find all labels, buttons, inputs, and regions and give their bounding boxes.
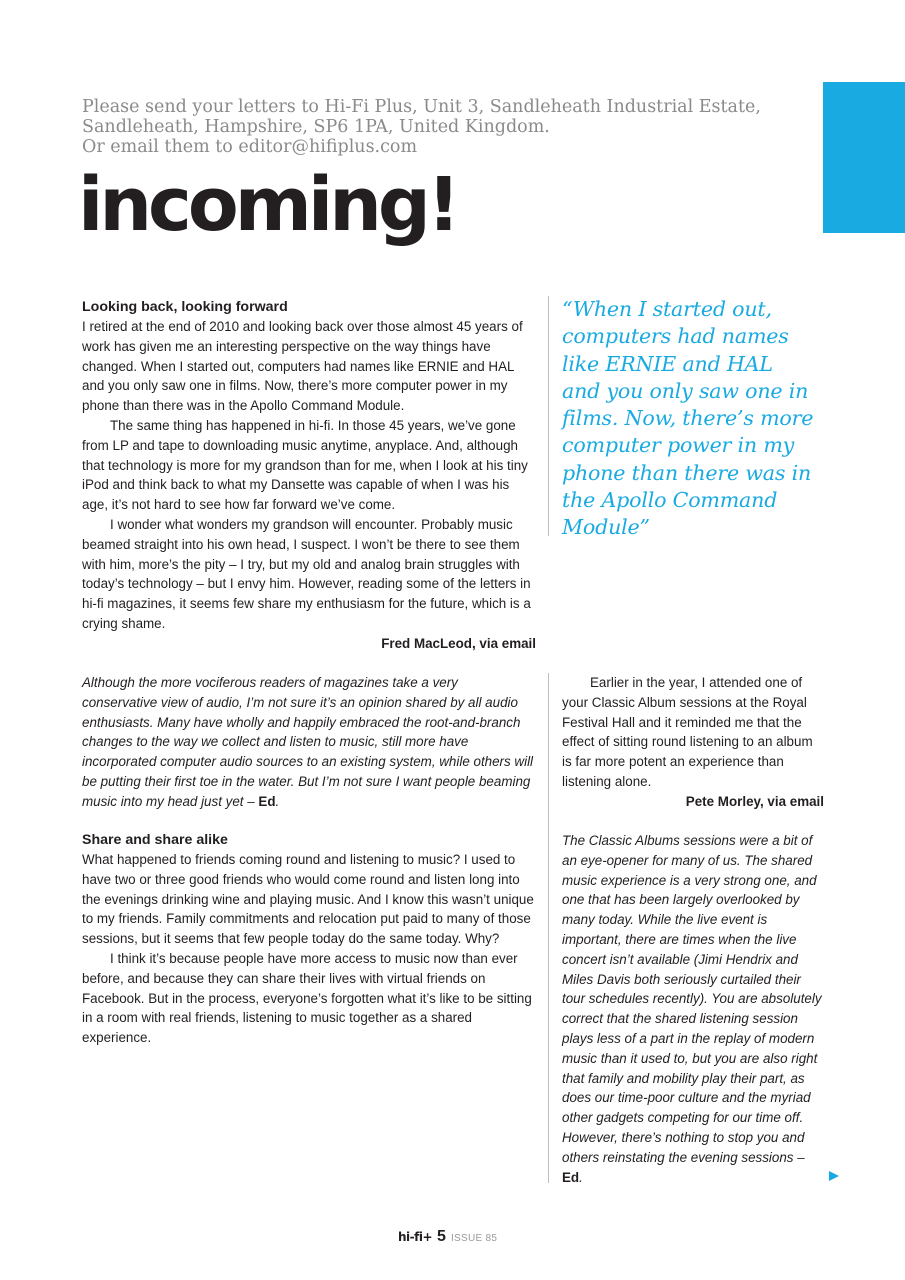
letter-paragraph: What happened to friends coming round and listening to music? I used to have two or three good friends who would come round and listen long into the evenings drinking wine and playing music. And I know this wasn’t unique to my friends. Family commitments and relocation put paid to many of those sessions, but it seems that few people today do the same today. Why? xyxy=(82,852,534,947)
letter-paragraph: I wonder what wonders my grandson will encounter. Probably music beamed straight into his own head, I suspect. I won’t be there to see them with him, more’s the pity – I try, but my old and analog brain struggles with today’s technology – but I envy him. However, reading some of the letters in hi-fi magazines, it seems few share my enthusiasm for the future, which is a crying shame. xyxy=(82,516,531,631)
letters-address xyxy=(82,97,802,157)
editor-reply-text: Although the more vociferous readers of magazines take a very conservative view of audio, I’m not sure it’s an opinion shared by all audio enthusiasts. Many have wholly and happily embraced the root-and-branch changes to the way we collect and listen to music, still more have incorporated computer audio sources to an existing system, while others will be putting their first toe in the water. But I’m not sure I want people beaming music into my head just yet – Ed. xyxy=(82,675,534,809)
editor-reply-1 xyxy=(82,673,536,812)
letter-signature: Fred MacLeod, via email xyxy=(381,635,536,651)
page-number: 5 xyxy=(437,1228,446,1245)
letter-looking-back xyxy=(82,297,536,654)
magazine-logo: hi-fi+ xyxy=(398,1230,433,1244)
letter-share-alike-continued xyxy=(562,673,824,812)
editor-reply-2 xyxy=(562,831,824,1187)
editor-reply-text: The Classic Albums sessions were a bit of an eye-opener for many of us. The shared music experience is a very strong one, and one that has been largely overlooked by many today. While the live event is important, there are times when the live concert isn’t available (Jimi Hendrix and Miles Davis both seriously curtailed their tour schedules recently). You are absolutely correct that the shared listening session plays less of a part in the replay of modern music than it used to, but you are also right that family and mobility play their part, as does our time-poor culture and the myriad other gadgets competing for our time off. However, there’s nothing to stop you and others reinstating the evening sessions – Ed. xyxy=(562,833,822,1185)
section-color-tab xyxy=(823,82,905,233)
letter-paragraph: I retired at the end of 2010 and looking back over those almost 45 years of work has given me an interesting perspective on the way things have changed. When I started out, computers had names like ERNIE and HAL and you only saw one in films. Now, there’s more computer power in my phone than there was in the Apollo Command Module. xyxy=(82,319,523,414)
letter-heading: Share and share alike xyxy=(82,832,228,848)
letter-share-alike xyxy=(82,830,536,1048)
column-divider xyxy=(548,673,549,1183)
editor-sign: Ed xyxy=(562,1169,580,1185)
address-line: Sandleheath, Hampshire, SP6 1PA, United Kingdom. xyxy=(82,117,550,137)
column-divider xyxy=(548,296,549,536)
pull-quote: “When I started out, computers had names like ERNIE and HAL and you only saw one in films. Now, there’s more computer power in my phone than there was in the Apollo Command Module” xyxy=(562,297,814,540)
address-line: Please send your letters to Hi-Fi Plus, Unit 3, Sandleheath Industrial Estate, xyxy=(82,97,761,117)
issue-label: ISSUE 85 xyxy=(450,1233,498,1244)
letter-paragraph: Earlier in the year, I attended one of your Classic Album sessions at the Royal Festival Hall and it reminded me that the effect of sitting round listening to an album is far more potent an experience than listening alone. xyxy=(562,675,813,789)
letter-signature: Pete Morley, via email xyxy=(685,793,824,809)
letter-paragraph: The same thing has happened in hi-fi. In those 45 years, we’ve gone from LP and tape to downloading music anytime, anyplace. And, although that technology is more for my grandson than for me, when I look at his tiny iPod and think back to what my Dansette was capable of when I was his age, it’s not hard to see how far forward we’ve come. xyxy=(82,417,528,513)
address-line: Or email them to editor@hifiplus.com xyxy=(82,137,418,157)
letter-heading: Looking back, looking forward xyxy=(82,299,288,315)
section-title: incoming! xyxy=(78,162,457,248)
continue-arrow-icon xyxy=(829,1171,839,1181)
page-folio xyxy=(398,1228,497,1246)
letter-paragraph: I think it’s because people have more access to music now than ever before, and because they can share their lives with virtual friends on Facebook. But in the process, everyone’s forgotten what it’s like to be sitting in a room with real friends, listening to music together as a shared experience. xyxy=(82,950,532,1046)
editor-sign: Ed xyxy=(258,793,276,809)
